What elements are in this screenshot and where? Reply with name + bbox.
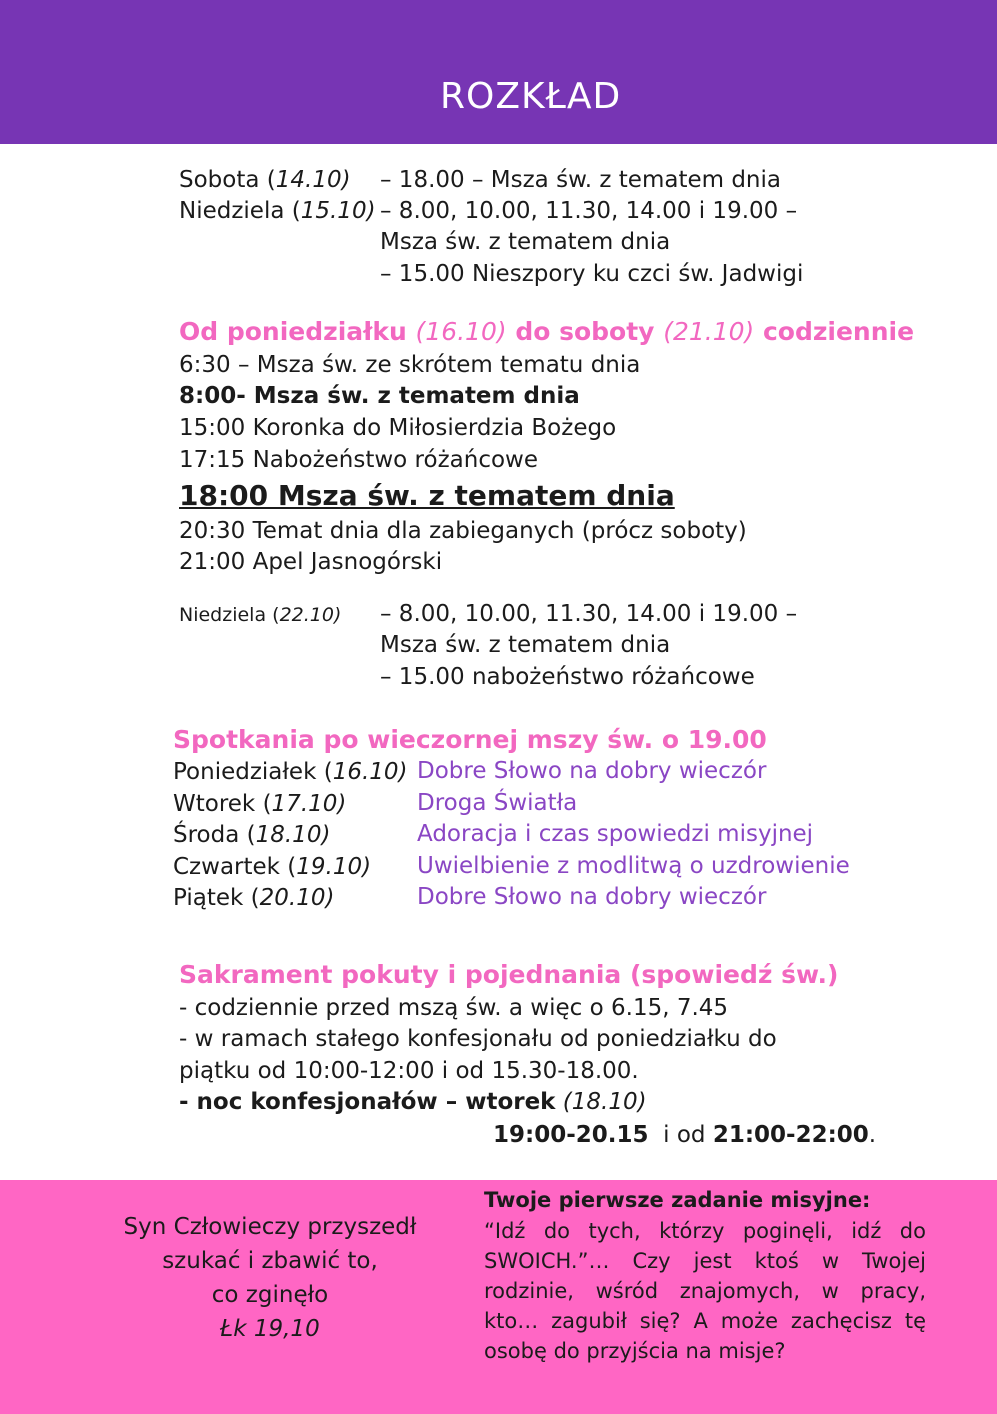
- weekday-item: 15:00 Koronka do Miłosierdzia Bożego: [179, 415, 617, 441]
- confession-line: - codziennie przed mszą św. a więc o 6.15, 7.45: [179, 995, 729, 1021]
- weekday-item: 20:30 Temat dnia dla zabieganych (prócz soboty): [179, 518, 747, 544]
- meeting-day: Poniedziałek (16.10): [173, 759, 408, 785]
- meetings-heading: Spotkania po wieczornej mszy św. o 19.00: [173, 725, 767, 754]
- quote-line: Syn Człowieczy przyszedł: [123, 1214, 417, 1240]
- page-title: ROZKŁAD: [440, 76, 622, 117]
- weekday-item-main: 18:00 Msza św. z tematem dnia: [179, 479, 675, 512]
- sunday2-schedule-3: – 15.00 nabożeństwo różańcowe: [380, 664, 755, 690]
- sunday2-schedule-1: – 8.00, 10.00, 11.30, 14.00 i 19.00 –: [380, 601, 798, 627]
- weekday-item: 21:00 Apel Jasnogórski: [179, 549, 443, 575]
- confession-line: - w ramach stałego konfesjonału od poniedziałku do: [179, 1026, 777, 1052]
- weekdays-heading: Od poniedziałku (16.10) do soboty (21.10) codziennie: [179, 317, 915, 346]
- header-banner: [0, 0, 997, 144]
- sunday-schedule-3: – 15.00 Nieszpory ku czci św. Jadwigi: [380, 261, 804, 287]
- confession-line: piątku od 10:00-12:00 i od 15.30-18.00.: [179, 1058, 639, 1084]
- saturday-label: Sobota (14.10): [179, 167, 351, 193]
- sunday2-schedule-2: Msza św. z tematem dnia: [380, 632, 671, 658]
- meeting-event: Dobre Słowo na dobry wieczór: [417, 758, 767, 784]
- quote-reference: Łk 19,10: [220, 1316, 320, 1342]
- confession-night-hours: 19:00-20.15 i od 21:00-22:00.: [493, 1122, 877, 1148]
- mission-task-title: Twoje pierwsze zadanie misyjne:: [484, 1188, 871, 1212]
- quote-line: szukać i zbawić to,: [162, 1248, 378, 1274]
- weekday-item: 6:30 – Msza św. ze skrótem tematu dnia: [179, 352, 641, 378]
- quote-line: co zginęło: [211, 1282, 329, 1308]
- meeting-event: Droga Światła: [417, 790, 578, 816]
- meeting-day: Wtorek (17.10): [173, 791, 347, 817]
- saturday-schedule: – 18.00 – Msza św. z tematem dnia: [380, 167, 781, 193]
- sunday-schedule-1: – 8.00, 10.00, 11.30, 14.00 i 19.00 –: [380, 198, 798, 224]
- weekday-item: 8:00- Msza św. z tematem dnia: [179, 383, 580, 409]
- sunday-label: Niedziela (15.10): [179, 198, 376, 224]
- confession-heading: Sakrament pokuty i pojednania (spowiedź św.): [179, 960, 839, 989]
- meeting-event: Uwielbienie z modlitwą o uzdrowienie: [417, 853, 850, 879]
- mission-task-text: “Idź do tych, którzy poginęli, idź do SWOICH.”… Czy jest ktoś w Twojej rodzinie, wśród znajomych, w pracy, kto… zagubił się? A może zachęcisz tę osobę do przyjścia na misje?: [484, 1219, 926, 1363]
- weekday-item: 17:15 Nabożeństwo różańcowe: [179, 447, 539, 473]
- meeting-day: Piątek (20.10): [173, 885, 335, 911]
- meeting-event: Adoracja i czas spowiedzi misyjnej: [417, 821, 814, 847]
- scripture-quote: [90, 1210, 450, 1346]
- sunday-schedule-2: Msza św. z tematem dnia: [380, 229, 671, 255]
- meeting-day: Czwartek (19.10): [173, 854, 372, 880]
- sunday2-label: Niedziela (22.10): [179, 604, 342, 626]
- meeting-event: Dobre Słowo na dobry wieczór: [417, 884, 767, 910]
- meeting-day: Środa (18.10): [173, 822, 331, 848]
- confession-night: - noc konfesjonałów – wtorek (18.10): [179, 1089, 647, 1115]
